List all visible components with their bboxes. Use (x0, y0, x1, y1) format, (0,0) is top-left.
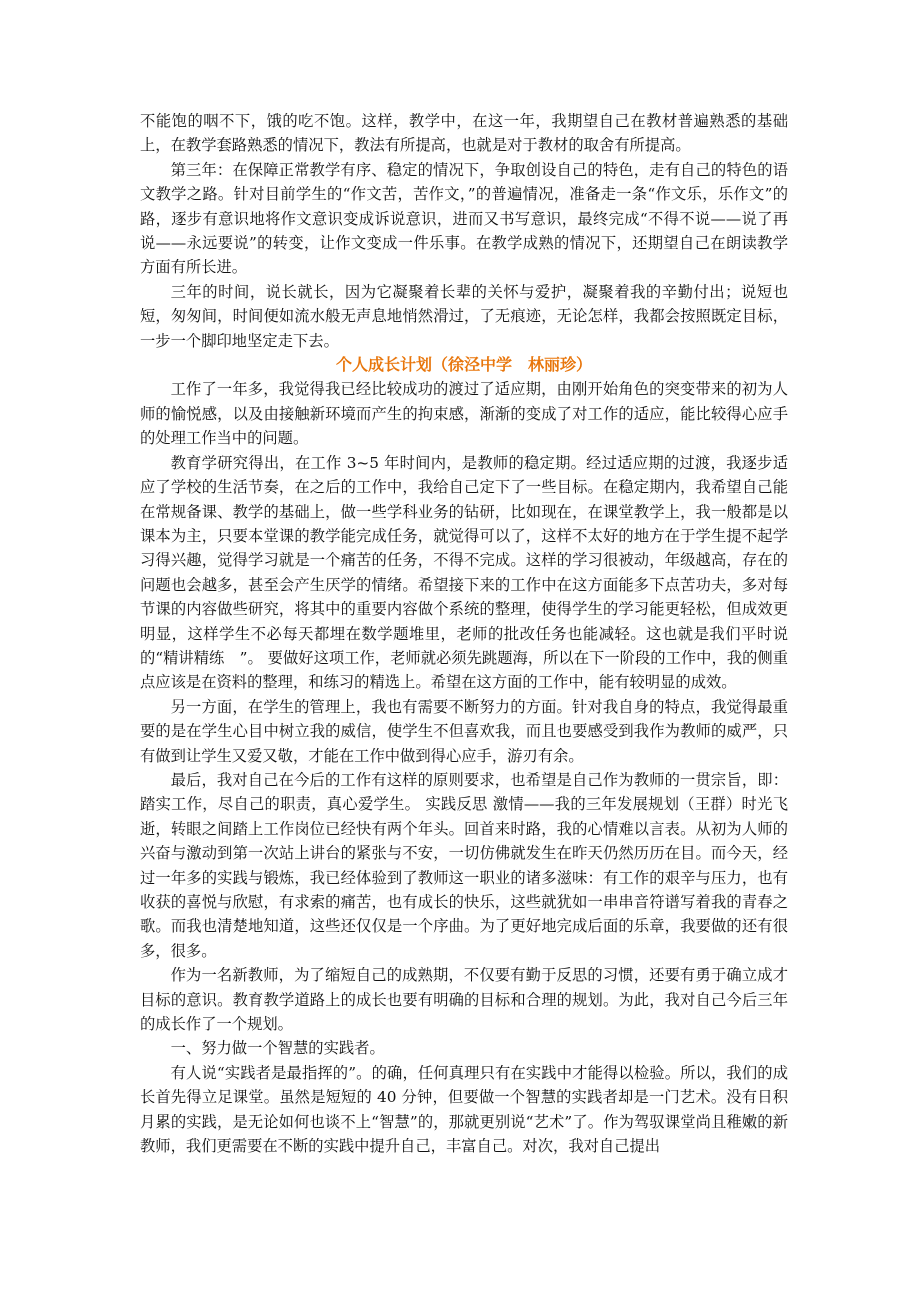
paragraph: 最后，我对自己在今后的工作有这样的原则要求，也希望是自己作为教师的一贯宗旨，即：踏实工作，尽自己的职责，真心爱学生。 实践反思 激情——我的三年发展规划（王群）时光飞逝，转眼之间踏上工作岗位已经快有两个年头。回首来时路，我的心情难以言表。从初为人师的兴奋与激动到第一次站上讲台的紧张与不安，一切仿佛就发生在昨天仍然历历在目。而今天，经过一年多的实践与锻炼，我已经体验到了教师这一职业的诸多滋味：有工作的艰辛与压力，也有收获的喜悦与欣慰，有求索的痛苦，也有成长的快乐，这些就犹如一串串音符谱写着我的青春之歌。而我也清楚地知道，这些还仅仅是一个序曲。为了更好地完成后面的乐章，我要做的还有很多，很多。 (140, 770, 788, 960)
paragraph: 教育学研究得出，在工作 3~5 年时间内，是教师的稳定期。经过适应期的过渡，我逐步适应了学校的生活节奏，在之后的工作中，我给自己定下了一些目标。在稳定期内，我希望自己能在常规备课、教学的基础上，做一些学科业务的钻研，比如现在，在课堂教学上，我一般都是以课本为主，只要本堂课的教学能完成任务，就觉得可以了，这样不太好的地方在于学生提不起学习得兴趣，觉得学习就是一个痛苦的任务，不得不完成。这样的学习很被动，年级越高，存在的问题也会越多，甚至会产生厌学的情绪。希望接下来的工作中在这方面能多下点苦功夫，多对每节课的内容做些研究，将其中的重要内容做个系统的整理，使得学生的学习能更轻松，但成效更明显，这样学生不必每天都埋在数学题堆里，老师的批改任务也能减轻。这也就是我们平时说的“精讲精练 ”。 要做好这项工作，老师就必须先跳题海，所以在下一阶段的工作中，我的侧重点应该是在资料的整理，和练习的精选上。希望在这方面的工作中，能有较明显的成效。 (140, 453, 788, 692)
paragraph: 三年的时间，说长就长，因为它凝聚着长辈的关怀与爱护，凝聚着我的辛勤付出；说短也短，匆匆间，时间便如流水般无声息地悄然滑过，了无痕迹，无论怎样，我都会按照既定目标，一步一个脚印地坚定走下去。 (140, 282, 788, 350)
paragraph: 作为一名新教师，为了缩短自己的成熟期，不仅要有勤于反思的习惯，还要有勇于确立成才目标的意识。教育教学道路上的成长也要有明确的目标和合理的规划。为此，我对自己今后三年的成长作了一个规划。 (140, 966, 788, 1034)
paragraph: 不能饱的咽不下，饿的吃不饱。这样，教学中，在这一年，我期望自己在教材普遍熟悉的基础上，在教学套路熟悉的情况下，教法有所提高，也就是对于教材的取舍有所提高。 (140, 112, 788, 155)
paragraph: 有人说“实践者是最指挥的”。的确，任何真理只有在实践中才能得以检验。所以，我们的成长首先得立足课堂。虽然是短短的 40 分钟，但要做一个智慧的实践者却是一门艺术。没有日积月累的实践，是无论如何也谈不上“智慧”的，那就更别说“艺术”了。作为驾驭课堂尚且稚嫩的新教师，我们更需要在不断的实践中提升自己，丰富自己。对次，我对自己提出 (140, 1063, 788, 1156)
paragraph: 一、努力做一个智慧的实践者。 (170, 1039, 385, 1058)
paragraph: 工作了一年多，我觉得我已经比较成功的渡过了适应期，由刚开始角色的突变带来的初为人师的愉悦感，以及由接触新环境而产生的拘束感，渐渐的变成了对工作的适应，能比较得心应手的处理工作当中的问题。 (140, 380, 788, 448)
paragraph: 第三年：在保障正常教学有序、稳定的情况下，争取创设自己的特色，走有自己的特色的语文教学之路。针对目前学生的“作文苦，苦作文，”的普遍情况，准备走一条“作文乐，乐作文”的路，逐步有意识地将作文意识变成诉说意识，进而又书写意识，最终完成“不得不说——说了再说——永远要说”的转变，让作文变成一件乐事。在教学成熟的情况下，还期望自己在朗读教学方面有所长进。 (140, 160, 788, 277)
section-heading: 个人成长计划（徐泾中学 林丽珍） (335, 355, 592, 375)
document-page (140, 109, 788, 1158)
paragraph: 另一方面，在学生的管理上，我也有需要不断努力的方面。针对我自身的特点，我觉得最重要的是在学生心目中树立我的威信，使学生不但喜欢我，而且也要感受到我作为教师的威严，只有做到让学生又爱又敬，才能在工作中做到得心应手，游刃有余。 (140, 697, 788, 765)
